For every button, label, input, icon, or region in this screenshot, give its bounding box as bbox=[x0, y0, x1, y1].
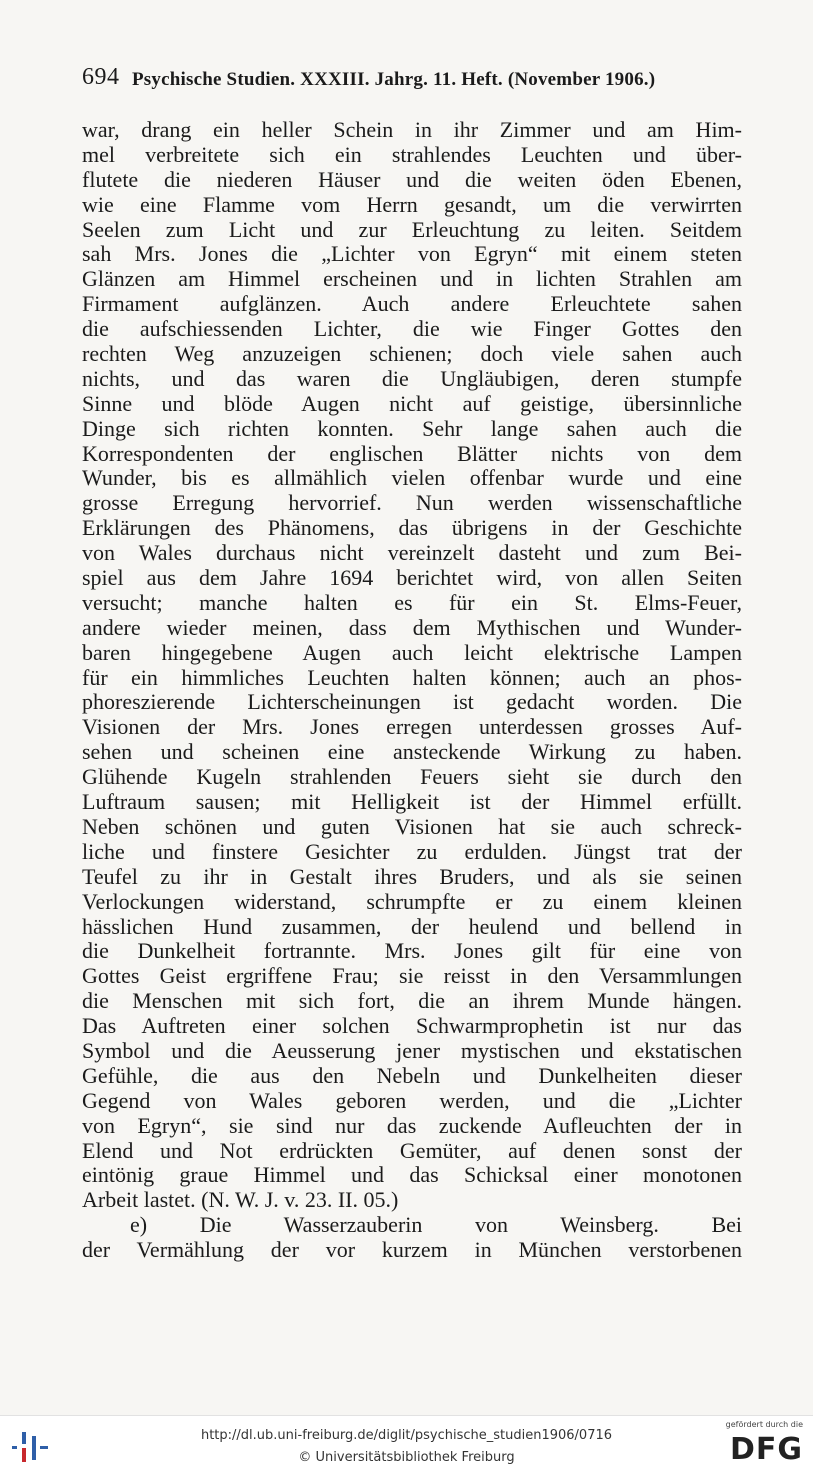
text-line: die Menschen mit sich fort, die an ihrem Munde hängen. bbox=[82, 988, 742, 1014]
page-number: 694 bbox=[82, 64, 120, 90]
text-line: von Wales durchaus nicht vereinzelt dasteht und zum Bei- bbox=[82, 540, 742, 566]
text-line: Luftraum sausen; mit Helligkeit ist der Himmel erfüllt. bbox=[82, 789, 742, 815]
text-line: Gottes Geist ergriffene Frau; sie reisst in den Versammlungen bbox=[82, 963, 742, 989]
text-line: andere wieder meinen, dass dem Mythischen und Wunder- bbox=[82, 614, 742, 640]
text-line: Elend und Not erdrückten Gemüter, auf denen sonst der bbox=[82, 1137, 742, 1163]
text-line: von Egryn“, sie sind nur das zuckende Aufleuchten der in bbox=[82, 1112, 742, 1138]
text-line: Glänzen am Himmel erscheinen und in lichten Strahlen am bbox=[82, 266, 742, 292]
copyright-notice: © Universitätsbibliothek Freiburg bbox=[298, 1450, 515, 1465]
text-line: für ein himmliches Leuchten halten können; auch an phos- bbox=[82, 664, 742, 690]
text-line: eintönig graue Himmel und das Schicksal einer monotonen bbox=[82, 1162, 742, 1188]
text-line: Dinge sich richten konnten. Sehr lange sahen auch die bbox=[82, 415, 742, 441]
dfg-logo bbox=[717, 1420, 803, 1472]
text-line: war, drang ein heller Schein in ihr Zimmer und am Him- bbox=[82, 117, 742, 142]
text-line: Gefühle, die aus den Nebeln und Dunkelheiten dieser bbox=[82, 1062, 742, 1088]
text-line: Erklärungen des Phänomens, das übrigens in der Geschichte bbox=[82, 515, 742, 541]
text-line: Teufel zu ihr in Gestalt ihres Bruders, und als sie seinen bbox=[82, 863, 742, 889]
dfg-caption: gefördert durch die bbox=[725, 1420, 803, 1429]
running-title: Psychische Studien. XXXIII. Jahrg. 11. Heft. (November 1906.) bbox=[132, 69, 656, 90]
text-line: sehen und scheinen eine ansteckende Wirkung zu haben. bbox=[82, 739, 742, 765]
text-line: Symbol und die Aeusserung jener mystischen und ekstatischen bbox=[82, 1037, 742, 1063]
text-line: grosse Erregung hervorrief. Nun werden wissenschaftliche bbox=[82, 490, 742, 516]
text-line: Korrespondenten der englischen Blätter nichts von dem bbox=[82, 440, 742, 466]
text-line: Verlockungen widerstand, schrumpfte er zu einem kleinen bbox=[82, 888, 742, 914]
text-line: mel verbreitete sich ein strahlendes Leuchten und über- bbox=[82, 141, 742, 167]
text-line: Sinne und blöde Augen nicht auf geistige, übersinnliche bbox=[82, 390, 742, 416]
text-line: Seelen zum Licht und zur Erleuchtung zu leiten. Seitdem bbox=[82, 216, 742, 242]
running-head bbox=[82, 64, 742, 94]
body-text bbox=[82, 118, 742, 1263]
text-line: liche und finstere Gesichter zu erdulden. Jüngst trat der bbox=[82, 838, 742, 864]
text-line: Das Auftreten einer solchen Schwarmprophetin ist nur das bbox=[82, 1013, 742, 1039]
text-line: e) Die Wasserzauberin von Weinsberg. Bei bbox=[130, 1212, 742, 1238]
text-line: Visionen der Mrs. Jones erregen unterdessen grosses Auf- bbox=[82, 714, 742, 740]
text-line: flutete die niederen Häuser und die weiten öden Ebenen, bbox=[82, 166, 742, 192]
text-line: rechten Weg anzuzeigen schienen; doch viele sahen auch bbox=[82, 341, 742, 367]
text-line: Glühende Kugeln strahlenden Feuers sieht sie durch den bbox=[82, 764, 742, 790]
text-line: nichts, und das waren die Ungläubigen, deren stumpfe bbox=[82, 365, 742, 391]
text-line: sah Mrs. Jones die „Lichter von Egryn“ mit einem steten bbox=[82, 241, 742, 267]
text-line: Gegend von Wales geboren werden, und die „Lichter bbox=[82, 1087, 742, 1113]
text-line: der Vermählung der vor kurzem in München verstorbenen bbox=[82, 1237, 742, 1263]
text-line: Arbeit lastet. (N. W. J. v. 23. II. 05.) bbox=[82, 1187, 399, 1213]
text-line: phoreszierende Lichterscheinungen ist gedacht worden. Die bbox=[82, 689, 742, 715]
text-line: die Dunkelheit fortrannte. Mrs. Jones gilt für eine von bbox=[82, 938, 742, 964]
text-line: baren hingegebene Augen auch leicht elektrische Lampen bbox=[82, 639, 742, 665]
dfg-mark: DFG bbox=[729, 1432, 803, 1467]
text-line: hässlichen Hund zusammen, der heulend und bellend in bbox=[82, 913, 742, 939]
text-line: Firmament aufglänzen. Auch andere Erleuchtete sahen bbox=[82, 291, 742, 317]
text-line: Neben schönen und guten Visionen hat sie auch schreck- bbox=[82, 813, 742, 839]
text-line: die aufschiessenden Lichter, die wie Finger Gottes den bbox=[82, 316, 742, 342]
text-line: Wunder, bis es allmählich vielen offenbar wurde und eine bbox=[82, 465, 742, 491]
source-url[interactable]: http://dl.ub.uni-freiburg.de/diglit/psychische_studien1906/0716 bbox=[200, 1428, 613, 1443]
text-line: versucht; manche halten es für ein St. Elms-Feuer, bbox=[82, 589, 742, 615]
footer-bar bbox=[0, 1415, 813, 1474]
text-line: wie eine Flamme vom Herrn gesandt, um die verwirrten bbox=[82, 191, 742, 217]
text-line: spiel aus dem Jahre 1694 berichtet wird, von allen Seiten bbox=[82, 565, 742, 591]
